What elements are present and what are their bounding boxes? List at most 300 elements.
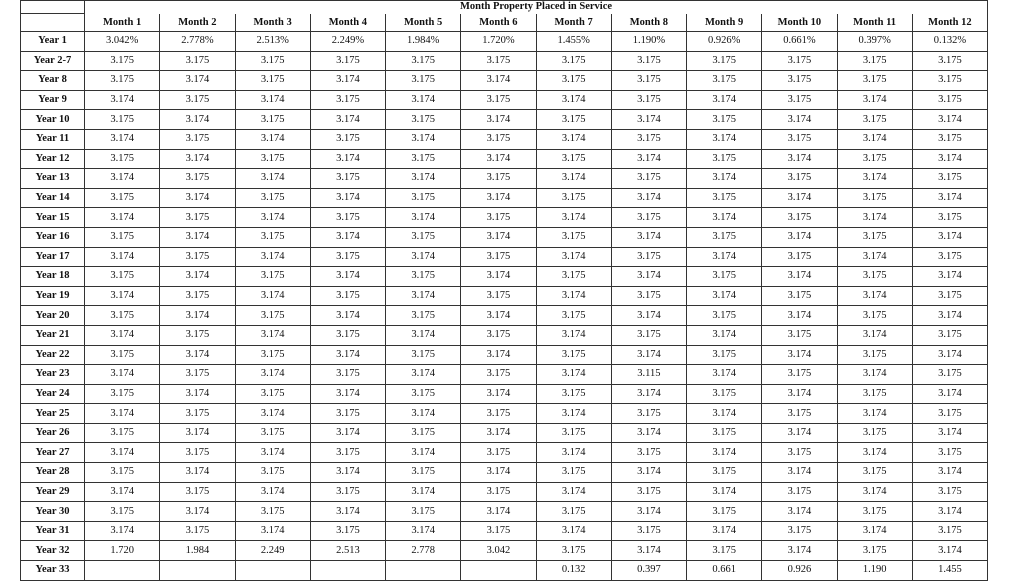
table-cell: 3.175: [536, 423, 611, 443]
table-cell: 3.175: [687, 149, 762, 169]
table-cell: 3.175: [160, 129, 235, 149]
table-cell: 3.174: [310, 384, 385, 404]
table-cell: 3.175: [912, 208, 987, 228]
table-cell: 3.175: [235, 267, 310, 287]
table-cell: 3.174: [611, 541, 686, 561]
row-label: Year 27: [21, 443, 85, 463]
table-cell: 3.175: [235, 51, 310, 71]
table-cell: 3.175: [461, 286, 536, 306]
table-cell: 0.926%: [687, 32, 762, 52]
table-cell: 3.175: [762, 443, 837, 463]
table-cell: 3.175: [912, 286, 987, 306]
table-cell: 3.174: [85, 482, 160, 502]
table-cell: 3.175: [687, 541, 762, 561]
table-cell: 3.175: [912, 247, 987, 267]
table-cell: 0.397%: [837, 32, 912, 52]
table-cell: 3.175: [536, 384, 611, 404]
table-cell: 2.513: [310, 541, 385, 561]
table-cell: 3.174: [85, 404, 160, 424]
table-cell: 3.174: [461, 149, 536, 169]
month-header: Month 10: [762, 14, 837, 32]
table-cell: 1.720%: [461, 32, 536, 52]
table-cell: 3.174: [611, 227, 686, 247]
table-cell: 3.174: [762, 306, 837, 326]
table-cell: 3.175: [837, 502, 912, 522]
table-cell: 3.174: [611, 149, 686, 169]
super-header-row: [21, 1, 988, 14]
table-cell: 3.174: [461, 345, 536, 365]
table-cell: 3.174: [912, 423, 987, 443]
table-cell: 3.174: [912, 384, 987, 404]
table-cell: 3.174: [687, 169, 762, 189]
table-row: [21, 267, 988, 287]
table-cell: 3.174: [85, 286, 160, 306]
table-cell: 3.175: [310, 404, 385, 424]
table-cell: 3.175: [85, 227, 160, 247]
table-cell: [160, 561, 235, 581]
table-cell: 3.175: [762, 129, 837, 149]
table-cell: 3.175: [912, 90, 987, 110]
table-row: [21, 423, 988, 443]
table-cell: 1.720: [85, 541, 160, 561]
table-cell: 0.132%: [912, 32, 987, 52]
table-cell: 3.175: [837, 423, 912, 443]
row-label: Year 20: [21, 306, 85, 326]
table-cell: 3.175: [85, 384, 160, 404]
table-cell: 3.174: [386, 169, 461, 189]
table-cell: 3.175: [461, 247, 536, 267]
month-header: Month 6: [461, 14, 536, 32]
table-cell: [310, 561, 385, 581]
table-cell: 3.175: [386, 71, 461, 91]
table-cell: 3.174: [611, 423, 686, 443]
table-cell: 3.174: [85, 521, 160, 541]
table-cell: 3.174: [762, 384, 837, 404]
table-row: [21, 247, 988, 267]
table-cell: 3.175: [235, 423, 310, 443]
row-label: Year 1: [21, 32, 85, 52]
table-cell: 1.984: [160, 541, 235, 561]
table-cell: 3.174: [611, 463, 686, 483]
table-cell: 3.174: [235, 247, 310, 267]
table-cell: 3.174: [611, 188, 686, 208]
table-cell: 3.175: [912, 169, 987, 189]
depreciation-table-container: [20, 0, 987, 581]
table-cell: 3.175: [386, 502, 461, 522]
table-cell: 3.175: [687, 51, 762, 71]
table-cell: 3.175: [762, 482, 837, 502]
month-header: Month 3: [235, 14, 310, 32]
row-label: Year 13: [21, 169, 85, 189]
table-row: [21, 561, 988, 581]
table-cell: 3.174: [687, 286, 762, 306]
table-cell: 3.175: [85, 188, 160, 208]
table-cell: 3.175: [837, 267, 912, 287]
table-cell: 3.175: [160, 482, 235, 502]
row-label: Year 9: [21, 90, 85, 110]
table-cell: 3.175: [461, 521, 536, 541]
table-cell: 2.249%: [310, 32, 385, 52]
table-cell: 3.174: [160, 423, 235, 443]
table-cell: 3.175: [461, 169, 536, 189]
table-cell: 3.174: [687, 443, 762, 463]
table-cell: 0.926: [762, 561, 837, 581]
table-cell: 3.174: [912, 502, 987, 522]
table-cell: 3.175: [687, 423, 762, 443]
row-label: Year 29: [21, 482, 85, 502]
table-cell: 3.174: [461, 71, 536, 91]
table-cell: 3.174: [837, 521, 912, 541]
table-cell: 3.174: [912, 306, 987, 326]
table-cell: 3.175: [310, 521, 385, 541]
row-label: Year 16: [21, 227, 85, 247]
row-label: Year 18: [21, 267, 85, 287]
table-cell: 3.174: [235, 286, 310, 306]
table-cell: 3.174: [386, 365, 461, 385]
table-cell: 3.175: [912, 443, 987, 463]
table-cell: 3.174: [160, 502, 235, 522]
table-row: [21, 443, 988, 463]
table-cell: 1.455%: [536, 32, 611, 52]
table-cell: 3.175: [160, 90, 235, 110]
table-cell: 3.175: [310, 286, 385, 306]
table-cell: 3.175: [160, 286, 235, 306]
table-cell: 3.175: [85, 423, 160, 443]
table-cell: 3.175: [611, 443, 686, 463]
month-header: Month 12: [912, 14, 987, 32]
table-cell: 3.175: [611, 286, 686, 306]
table-cell: 3.174: [611, 267, 686, 287]
row-label: Year 31: [21, 521, 85, 541]
table-cell: 3.175: [687, 110, 762, 130]
table-cell: 3.175: [837, 227, 912, 247]
table-body: [21, 32, 988, 581]
table-cell: 3.175: [386, 110, 461, 130]
table-cell: 3.175: [85, 51, 160, 71]
table-row: [21, 463, 988, 483]
table-cell: 3.174: [386, 482, 461, 502]
table-cell: 3.174: [461, 384, 536, 404]
table-cell: 3.175: [762, 286, 837, 306]
table-cell: 3.175: [536, 306, 611, 326]
table-cell: 3.175: [235, 306, 310, 326]
table-cell: 3.175: [837, 384, 912, 404]
table-cell: 1.455: [912, 561, 987, 581]
table-cell: 3.174: [536, 443, 611, 463]
table-cell: 3.174: [912, 345, 987, 365]
table-cell: 3.174: [687, 247, 762, 267]
row-label: Year 23: [21, 365, 85, 385]
table-cell: 0.132: [536, 561, 611, 581]
table-cell: 3.174: [235, 325, 310, 345]
row-label: Year 26: [21, 423, 85, 443]
table-cell: 3.174: [310, 110, 385, 130]
table-cell: 3.174: [85, 129, 160, 149]
table-cell: 3.174: [235, 365, 310, 385]
table-cell: 3.174: [687, 482, 762, 502]
table-cell: 3.175: [461, 208, 536, 228]
table-cell: 3.175: [762, 404, 837, 424]
table-cell: 3.174: [837, 325, 912, 345]
table-cell: 3.175: [85, 267, 160, 287]
table-row: [21, 365, 988, 385]
table-cell: 3.174: [386, 325, 461, 345]
table-cell: 3.175: [687, 188, 762, 208]
table-cell: 3.174: [461, 423, 536, 443]
table-cell: 3.175: [762, 90, 837, 110]
table-cell: 3.174: [536, 365, 611, 385]
row-label: Year 10: [21, 110, 85, 130]
table-cell: 3.174: [536, 325, 611, 345]
table-cell: 3.175: [461, 443, 536, 463]
month-header: Month 4: [310, 14, 385, 32]
table-cell: 3.174: [85, 443, 160, 463]
super-header: Month Property Placed in Service: [85, 1, 988, 14]
table-cell: 3.174: [386, 90, 461, 110]
table-cell: 3.175: [461, 482, 536, 502]
table-cell: 3.174: [611, 306, 686, 326]
table-cell: 3.175: [235, 463, 310, 483]
table-cell: 3.175: [310, 90, 385, 110]
table-cell: 3.175: [912, 51, 987, 71]
row-label: Year 25: [21, 404, 85, 424]
table-row: [21, 286, 988, 306]
table-cell: 3.175: [235, 502, 310, 522]
table-cell: 3.175: [160, 247, 235, 267]
table-cell: 3.175: [386, 51, 461, 71]
table-cell: 3.175: [611, 51, 686, 71]
table-cell: 3.175: [762, 521, 837, 541]
table-cell: 3.175: [310, 365, 385, 385]
table-cell: 3.174: [160, 227, 235, 247]
table-cell: 3.175: [536, 71, 611, 91]
table-row: [21, 149, 988, 169]
table-cell: 3.175: [687, 71, 762, 91]
table-cell: 3.174: [235, 208, 310, 228]
table-cell: 3.174: [912, 188, 987, 208]
table-cell: 3.174: [536, 286, 611, 306]
table-cell: 3.175: [536, 110, 611, 130]
table-cell: 3.175: [536, 227, 611, 247]
table-cell: 3.174: [235, 443, 310, 463]
table-cell: 3.175: [386, 306, 461, 326]
table-cell: 3.174: [310, 345, 385, 365]
table-cell: 3.175: [235, 188, 310, 208]
table-cell: 3.175: [536, 267, 611, 287]
table-cell: 3.175: [85, 502, 160, 522]
table-cell: 3.175: [235, 384, 310, 404]
row-label: Year 17: [21, 247, 85, 267]
month-header: Month 7: [536, 14, 611, 32]
table-cell: 3.175: [536, 149, 611, 169]
table-cell: [461, 561, 536, 581]
table-cell: 0.661: [687, 561, 762, 581]
table-cell: 3.175: [235, 345, 310, 365]
table-cell: 3.174: [912, 463, 987, 483]
table-cell: 3.174: [762, 110, 837, 130]
table-cell: 3.175: [611, 169, 686, 189]
row-label: Year 21: [21, 325, 85, 345]
table-cell: 3.175: [536, 188, 611, 208]
table-cell: 3.175: [837, 463, 912, 483]
table-row: [21, 541, 988, 561]
table-cell: 3.174: [837, 247, 912, 267]
table-cell: 3.175: [461, 51, 536, 71]
table-cell: 3.175: [386, 227, 461, 247]
table-cell: 3.174: [310, 267, 385, 287]
table-cell: 3.175: [386, 188, 461, 208]
table-cell: 3.174: [912, 149, 987, 169]
table-cell: 3.174: [160, 110, 235, 130]
table-cell: 3.174: [160, 188, 235, 208]
table-cell: 3.174: [837, 169, 912, 189]
table-row: [21, 502, 988, 522]
table-cell: 3.174: [837, 129, 912, 149]
table-row: [21, 521, 988, 541]
table-cell: 3.174: [687, 208, 762, 228]
table-cell: 1.190%: [611, 32, 686, 52]
table-cell: 3.175: [912, 482, 987, 502]
depreciation-table: [20, 0, 988, 581]
table-cell: 3.174: [235, 404, 310, 424]
table-cell: 3.175: [762, 51, 837, 71]
table-cell: 3.175: [536, 345, 611, 365]
table-cell: 3.175: [160, 208, 235, 228]
table-cell: 3.174: [762, 188, 837, 208]
table-cell: 2.249: [235, 541, 310, 561]
table-cell: 3.174: [461, 306, 536, 326]
table-row: [21, 90, 988, 110]
table-cell: 3.175: [687, 345, 762, 365]
table-cell: 1.984%: [386, 32, 461, 52]
table-cell: 3.174: [461, 502, 536, 522]
table-cell: 3.175: [912, 404, 987, 424]
table-cell: 3.174: [611, 502, 686, 522]
table-cell: 3.174: [310, 463, 385, 483]
table-cell: 2.778%: [160, 32, 235, 52]
table-cell: 3.174: [235, 169, 310, 189]
table-cell: 3.174: [536, 404, 611, 424]
table-cell: 3.175: [536, 51, 611, 71]
table-cell: 3.175: [386, 267, 461, 287]
table-cell: 3.175: [837, 110, 912, 130]
month-header: Month 5: [386, 14, 461, 32]
table-cell: 3.175: [310, 325, 385, 345]
table-cell: 3.175: [386, 345, 461, 365]
row-label: Year 19: [21, 286, 85, 306]
table-cell: 3.175: [687, 267, 762, 287]
table-cell: 3.174: [912, 267, 987, 287]
month-header: Month 11: [837, 14, 912, 32]
table-cell: 3.175: [687, 502, 762, 522]
table-cell: 3.174: [762, 227, 837, 247]
table-cell: 3.175: [386, 384, 461, 404]
table-cell: 0.661%: [762, 32, 837, 52]
table-cell: 3.174: [611, 110, 686, 130]
table-cell: 3.174: [310, 71, 385, 91]
table-cell: 3.175: [386, 423, 461, 443]
table-cell: 3.174: [235, 129, 310, 149]
table-cell: 3.175: [912, 365, 987, 385]
table-row: [21, 227, 988, 247]
table-cell: 3.174: [536, 90, 611, 110]
table-cell: 3.115: [611, 365, 686, 385]
table-cell: 3.175: [310, 443, 385, 463]
table-cell: 3.175: [310, 169, 385, 189]
table-cell: 3.174: [235, 482, 310, 502]
row-label: Year 11: [21, 129, 85, 149]
table-cell: 3.174: [386, 286, 461, 306]
table-cell: 3.175: [461, 365, 536, 385]
table-cell: 3.175: [611, 482, 686, 502]
table-cell: 3.174: [762, 541, 837, 561]
table-row: [21, 51, 988, 71]
table-cell: 3.175: [85, 149, 160, 169]
table-cell: 3.175: [160, 51, 235, 71]
table-cell: [386, 561, 461, 581]
table-cell: 3.175: [536, 541, 611, 561]
table-cell: 3.175: [611, 325, 686, 345]
table-cell: 3.175: [310, 51, 385, 71]
row-label: Year 30: [21, 502, 85, 522]
table-cell: 3.174: [310, 502, 385, 522]
table-cell: 3.174: [386, 404, 461, 424]
table-cell: 3.175: [611, 90, 686, 110]
table-row: [21, 306, 988, 326]
table-cell: 3.175: [687, 306, 762, 326]
table-cell: 3.175: [762, 169, 837, 189]
table-cell: 3.174: [536, 482, 611, 502]
row-label: Year 22: [21, 345, 85, 365]
table-cell: 3.174: [611, 384, 686, 404]
table-cell: 3.175: [160, 169, 235, 189]
table-cell: 3.174: [310, 306, 385, 326]
table-row: [21, 71, 988, 91]
table-cell: 3.175: [310, 482, 385, 502]
table-cell: 3.175: [912, 129, 987, 149]
table-row: [21, 384, 988, 404]
table-cell: 3.174: [461, 267, 536, 287]
table-cell: [235, 561, 310, 581]
month-header: Month 2: [160, 14, 235, 32]
row-label: Year 32: [21, 541, 85, 561]
table-cell: 3.175: [386, 149, 461, 169]
table-cell: 3.175: [762, 71, 837, 91]
table-cell: 3.175: [837, 51, 912, 71]
table-cell: 3.175: [386, 463, 461, 483]
table-cell: 3.175: [461, 129, 536, 149]
table-cell: 3.175: [310, 208, 385, 228]
table-cell: 3.174: [762, 423, 837, 443]
table-cell: 3.175: [160, 365, 235, 385]
table-cell: 3.174: [762, 463, 837, 483]
table-cell: 3.174: [160, 267, 235, 287]
table-cell: 3.174: [687, 404, 762, 424]
table-cell: 3.175: [461, 404, 536, 424]
table-cell: 3.175: [461, 325, 536, 345]
table-cell: 3.174: [85, 365, 160, 385]
row-label: Year 15: [21, 208, 85, 228]
table-cell: 3.175: [611, 521, 686, 541]
table-cell: 3.174: [762, 149, 837, 169]
table-cell: 3.175: [160, 443, 235, 463]
row-label: Year 14: [21, 188, 85, 208]
table-cell: 3.174: [386, 208, 461, 228]
table-cell: 3.175: [536, 502, 611, 522]
table-cell: 3.174: [386, 129, 461, 149]
table-cell: 3.175: [762, 325, 837, 345]
table-cell: 3.175: [85, 71, 160, 91]
